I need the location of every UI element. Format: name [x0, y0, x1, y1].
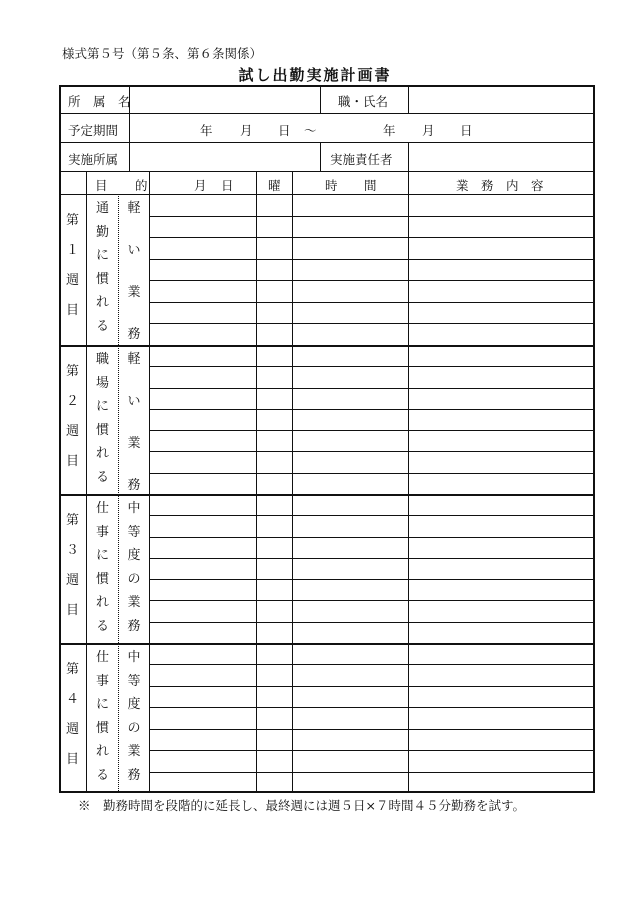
- col-divider: [256, 171, 257, 793]
- week-goal-char: に: [95, 697, 109, 712]
- col-time-1: 時: [325, 178, 338, 193]
- week-task-char: 軽: [127, 352, 141, 367]
- week-label-char: 週: [65, 273, 79, 288]
- week-task-char: 業: [127, 285, 141, 300]
- week-goal-char: 職: [95, 352, 109, 367]
- schedule-row-divider: [149, 366, 595, 367]
- schedule-row-divider: [149, 707, 595, 708]
- period-end-year: 年: [383, 123, 396, 138]
- col-purpose-1: 目: [95, 178, 108, 193]
- period-end-month: 月: [422, 123, 435, 138]
- form-reference: 様式第５号（第５条、第６条関係）: [62, 46, 263, 61]
- col-divider: [292, 171, 293, 793]
- schedule-row-divider: [149, 430, 595, 431]
- schedule-row-divider: [149, 750, 595, 751]
- schedule-row-divider: [149, 729, 595, 730]
- responsible-label: 実施責任者: [330, 152, 393, 167]
- schedule-row-divider: [149, 515, 595, 516]
- week-goal-char: 慣: [95, 572, 109, 587]
- week-task-char: 中: [127, 650, 141, 665]
- week-task-char: 務: [127, 768, 141, 783]
- row-divider: [59, 194, 595, 195]
- impl-dept-label: 実施所属: [68, 152, 119, 167]
- week-label-char: 第: [65, 662, 79, 677]
- col-day: 日: [221, 178, 234, 193]
- schedule-row-divider: [149, 473, 595, 474]
- week-goal-char: れ: [95, 446, 109, 461]
- period-separator: 〜: [304, 123, 317, 138]
- name-label: 職・氏名: [338, 94, 389, 109]
- week-task-char: 務: [127, 478, 141, 493]
- week-label-char: 目: [65, 454, 79, 469]
- schedule-row-divider: [149, 772, 595, 773]
- week-task-char: 業: [127, 595, 141, 610]
- week-goal-char: 仕: [95, 501, 109, 516]
- week-label-char: 目: [65, 603, 79, 618]
- week-task-char: 等: [127, 674, 141, 689]
- footnote: ※ 勤務時間を段階的に延長し、最終週には週５日×７時間４５分勤務を試す。: [78, 798, 525, 813]
- col-purpose-2: 的: [135, 178, 148, 193]
- week-goal-char: 仕: [95, 650, 109, 665]
- week-goal-char: る: [95, 768, 109, 783]
- week-label-char: 週: [65, 573, 79, 588]
- week-divider: [59, 643, 595, 645]
- week-label-char: 第: [65, 513, 79, 528]
- week-divider: [59, 345, 595, 347]
- schedule-row-divider: [149, 280, 595, 281]
- col-divider: [149, 171, 150, 793]
- week-task-char: 等: [127, 525, 141, 540]
- week-goal-char: 通: [95, 201, 109, 216]
- col-divider: [408, 142, 409, 172]
- week-goal-char: に: [95, 248, 109, 263]
- schedule-row-divider: [149, 686, 595, 687]
- week-label-char: 週: [65, 424, 79, 439]
- schedule-row-divider: [149, 237, 595, 238]
- week-task-char: 業: [127, 744, 141, 759]
- week-label-char: 週: [65, 722, 79, 737]
- schedule-row-divider: [149, 259, 595, 260]
- period-start-day: 日: [278, 123, 291, 138]
- schedule-row-divider: [149, 388, 595, 389]
- week-task-char: い: [127, 243, 141, 258]
- week-label-char: 第: [65, 364, 79, 379]
- document-title: 試し出勤実施計画書: [238, 66, 392, 84]
- week-task-char: い: [127, 394, 141, 409]
- week-goal-char: る: [95, 470, 109, 485]
- week-task-char: の: [127, 572, 141, 587]
- col-time-2: 間: [364, 178, 377, 193]
- week-task-char: 度: [127, 548, 141, 563]
- week-task-char: の: [127, 721, 141, 736]
- row-divider: [59, 113, 595, 114]
- week-label-char: 第: [65, 213, 79, 228]
- schedule-row-divider: [149, 302, 595, 303]
- week-goal-char: 勤: [95, 225, 109, 240]
- week-goal-char: る: [95, 619, 109, 634]
- week-task-char: 軽: [127, 201, 141, 216]
- col-divider: [408, 171, 409, 793]
- schedule-row-divider: [149, 216, 595, 217]
- schedule-row-divider: [149, 323, 595, 324]
- schedule-row-divider: [149, 537, 595, 538]
- week-task-char: 業: [127, 436, 141, 451]
- col-divider: [320, 85, 321, 114]
- week-goal-char: れ: [95, 595, 109, 610]
- week-label-char: ４: [65, 692, 79, 707]
- week-goal-char: れ: [95, 744, 109, 759]
- week-goal-char: れ: [95, 295, 109, 310]
- week-goal-char: る: [95, 319, 109, 334]
- week-label-char: １: [65, 243, 79, 258]
- week-label-char: ３: [65, 543, 79, 558]
- week-label-char: 目: [65, 752, 79, 767]
- week-divider: [59, 494, 595, 496]
- schedule-row-divider: [149, 451, 595, 452]
- week-label-char: 目: [65, 303, 79, 318]
- col-month: 月: [194, 178, 207, 193]
- week-label-char: ２: [65, 394, 79, 409]
- schedule-row-divider: [149, 579, 595, 580]
- schedule-row-divider: [149, 558, 595, 559]
- schedule-row-divider: [149, 622, 595, 623]
- dept-label: 所 属 名: [68, 94, 131, 109]
- schedule-row-divider: [149, 664, 595, 665]
- schedule-row-divider: [149, 409, 595, 410]
- week-task-char: 務: [127, 619, 141, 634]
- col-divider: [408, 85, 409, 114]
- schedule-row-divider: [149, 600, 595, 601]
- week-goal-char: 事: [95, 674, 109, 689]
- week-goal-char: 場: [95, 376, 109, 391]
- week-goal-char: 事: [95, 525, 109, 540]
- row-divider: [59, 171, 595, 172]
- week-goal-char: に: [95, 399, 109, 414]
- period-start-month: 月: [240, 123, 253, 138]
- col-divider: [320, 142, 321, 172]
- week-goal-char: 慣: [95, 272, 109, 287]
- col-weekday: 曜: [268, 178, 281, 193]
- week-goal-char: 慣: [95, 423, 109, 438]
- col-work: 業 務 内 容: [456, 178, 544, 193]
- week-task-char: 務: [127, 327, 141, 342]
- row-divider: [59, 142, 595, 143]
- period-end-day: 日: [460, 123, 473, 138]
- period-start-year: 年: [200, 123, 213, 138]
- week-task-char: 度: [127, 697, 141, 712]
- week-task-char: 中: [127, 501, 141, 516]
- week-goal-char: に: [95, 548, 109, 563]
- week-goal-char: 慣: [95, 721, 109, 736]
- period-label: 予定期間: [68, 123, 119, 138]
